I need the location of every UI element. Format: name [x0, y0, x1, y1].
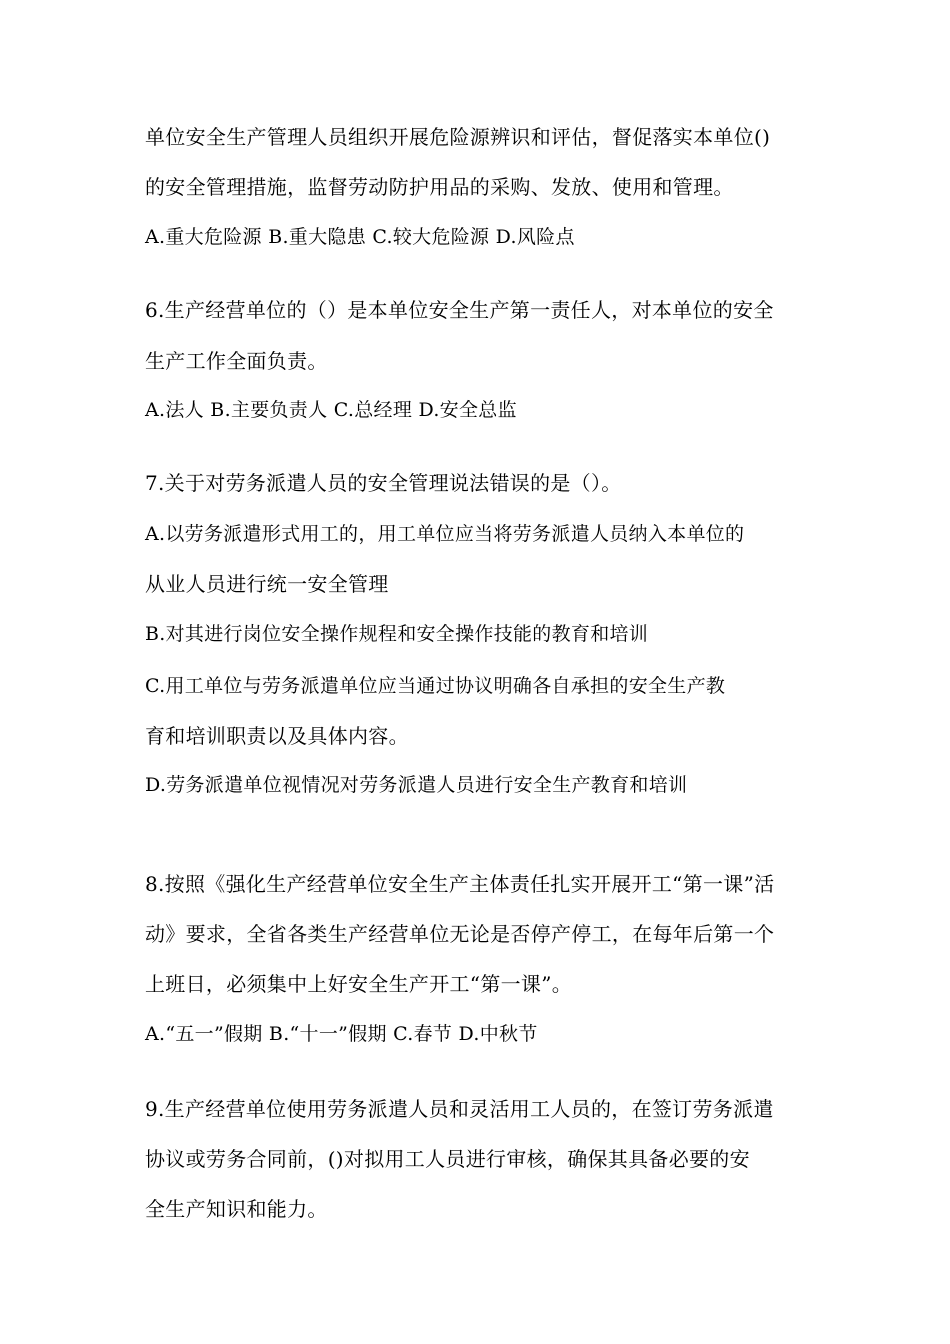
question-5-text-line-2: 的安全管理措施，监督劳动防护用品的采购、发放、使用和管理。	[145, 175, 734, 199]
question-6-text-line-2: 生产工作全面负责。	[145, 349, 328, 373]
question-9-text-line-2: 协议或劳务合同前，()对拟用工人员进行审核，确保其具备必要的安	[145, 1147, 750, 1171]
question-6-options: A.法人 B.主要负责人 C.总经理 D.安全总监	[145, 399, 517, 421]
question-7-text-line-1: 7.关于对劳务派遣人员的安全管理说法错误的是（）。	[145, 471, 622, 495]
question-5-text-line-1: 单位安全生产管理人员组织开展危险源辨识和评估，督促落实本单位()	[145, 125, 771, 149]
question-7-option-a-line-2: 从业人员进行统一安全管理	[145, 572, 389, 596]
question-8-text-line-2: 动》要求，全省各类生产经营单位无论是否停产停工，在每年后第一个	[145, 922, 775, 946]
question-7-option-d: D.劳务派遣单位视情况对劳务派遣人员进行安全生产教育和培训	[145, 774, 688, 796]
question-5-options: A.重大危险源 B.重大隐患 C.较大危险源 D.风险点	[145, 226, 575, 248]
question-9-text-line-1: 9.生产经营单位使用劳务派遣人员和灵活用工人员的，在签订劳务派遣	[145, 1097, 774, 1121]
question-7-option-a-line-1: A.以劳务派遣形式用工的，用工单位应当将劳务派遣人员纳入本单位的	[145, 523, 745, 545]
question-8-options: A.“五一”假期 B.“十一”假期 C.春节 D.中秋节	[145, 1023, 538, 1045]
question-9-text-line-3: 全生产知识和能力。	[145, 1197, 328, 1221]
question-6-text-line-1: 6.生产经营单位的（）是本单位安全生产第一责任人，对本单位的安全	[145, 298, 774, 322]
question-7-option-b: B.对其进行岗位安全操作规程和安全操作技能的教育和培训	[145, 623, 649, 645]
question-7-option-c-line-2: 育和培训职责以及具体内容。	[145, 724, 409, 748]
question-7-option-c-line-1: C.用工单位与劳务派遣单位应当通过协议明确各自承担的安全生产教	[145, 675, 726, 697]
question-8-text-line-3: 上班日，必须集中上好安全生产开工“第一课”。	[145, 972, 573, 996]
question-8-text-line-1: 8.按照《强化生产经营单位安全生产主体责任扎实开展开工“第一课”活	[145, 872, 775, 896]
